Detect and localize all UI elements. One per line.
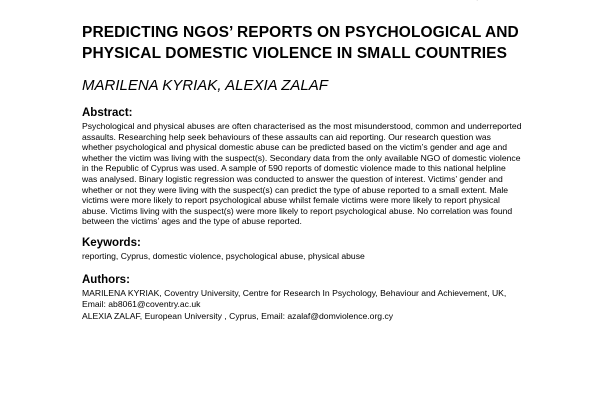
author-affiliation: MARILENA KYRIAK, Coventry University, Centre for Research In Psychology, Behaviour and Achievement, UK, Email: ab8061@coventry.ac.uk xyxy=(82,287,507,309)
abstract-text: Psychological and physical abuses are often characterised as the most misunderstood, common and underreported assaults. Researching help seek behaviours of these assaults can aid reporting. Our research question was whether psychological and physical domestic abuse can be predicted based on the victim’s gender and age and whether the victim was living with the suspect(s). Secondary data from the only available NGO of domestic violence in the Republic of Cyprus was used. A sample of 590 reports of domestic violence made to this national helpline was analysed. Binary logistic regression was conducted to answer the question of interest. Victims’ gender and whether or not they were living with the suspect(s) can predict the type of abuse reported to a small extent. Male victims were more likely to report psychological abuse whilst female victims were more likely to report physical abuse. Victims living with the suspect(s) were more likely to report psychological abuse. No correlation was found between the victims’ ages and the type of abuse reported. xyxy=(82,121,522,227)
journal-volume xyxy=(451,0,530,1)
paper-content xyxy=(82,22,522,323)
authors-heading: Authors: xyxy=(82,273,130,286)
paper-title: PREDICTING NGOS’ REPORTS ON PSYCHOLOGICAL AND PHYSICAL DOMESTIC VIOLENCE IN SMALL COUNTRIES xyxy=(82,24,519,62)
journal-name xyxy=(82,0,240,1)
running-header xyxy=(0,0,600,5)
keywords-text: reporting, Cyprus, domestic violence, psychological abuse, physical abuse xyxy=(82,250,365,261)
author-affiliation: ALEXIA ZALAF, European University , Cyprus, Email: azalaf@domviolence.org.cy xyxy=(82,311,394,322)
keywords-heading: Keywords: xyxy=(82,236,141,249)
abstract-heading: Abstract: xyxy=(82,107,133,119)
paper-authors: MARILENA KYRIAK, ALEXIA ZALAF xyxy=(82,77,328,94)
